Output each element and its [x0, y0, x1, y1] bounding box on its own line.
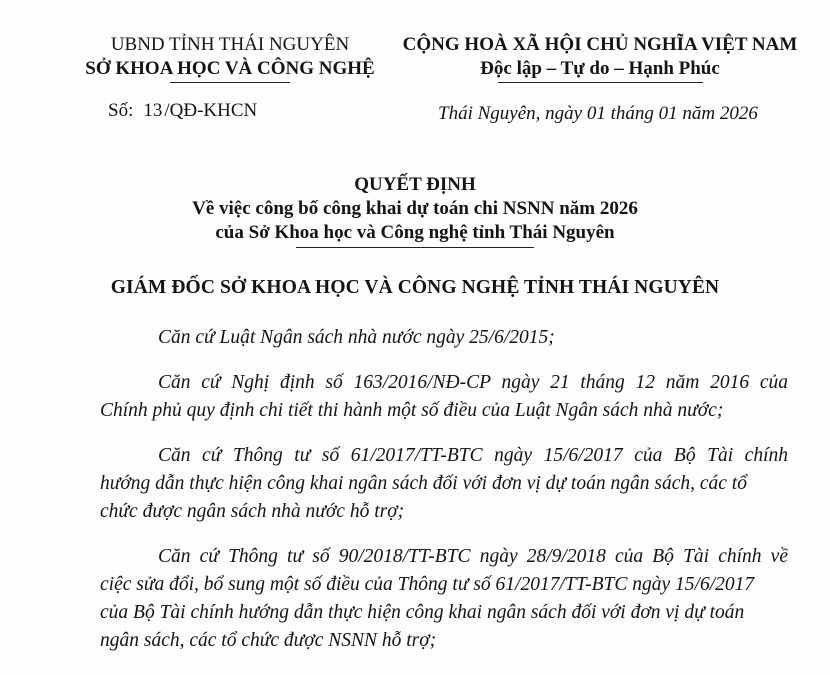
- decision-subject-line-2: của Sở Khoa học và Công nghệ tỉnh Thái Nguyên: [215, 222, 615, 243]
- authority-heading: GIÁM ĐỐC SỞ KHOA HỌC VÀ CÔNG NGHỆ TỈNH THÁI NGUYÊN: [110, 277, 720, 298]
- basis-4-line-1: Căn cứ Thông tư số 90/2018/TT-BTC ngày 28/9/2018 của Bộ Tài chính về: [158, 546, 788, 567]
- basis-1-line-1: Căn cứ Luật Ngân sách nhà nước ngày 25/6/2015;: [158, 327, 555, 348]
- basis-2-line-1: Căn cứ Nghị định số 163/2016/NĐ-CP ngày 21 tháng 12 năm 2016 của: [158, 372, 788, 393]
- nation-name: CỘNG HOÀ XÃ HỘI CHỦ NGHĨA VIỆT NAM: [402, 34, 798, 55]
- decision-subject-line-1: Về việc công bố công khai dự toán chi NSNN năm 2026: [192, 198, 638, 219]
- basis-3-line-3: chức được ngân sách nhà nước hỗ trợ;: [100, 501, 405, 522]
- decision-heading: QUYẾT ĐỊNH: [354, 174, 476, 195]
- department-underline: [170, 82, 290, 83]
- doc-number-suffix: /QĐ-KHCN: [164, 100, 258, 121]
- issue-date: Thái Nguyên, ngày 01 tháng 01 năm 2026: [438, 103, 758, 124]
- basis-4-line-4: ngân sách, các tổ chức được NSNN hỗ trợ;: [100, 630, 437, 651]
- motto-underline: [498, 82, 703, 83]
- title-underline: [296, 247, 534, 248]
- basis-3-line-2: hướng dẫn thực hiện công khai ngân sách đối với đơn vị dự toán ngân sách, các tổ: [100, 473, 747, 494]
- doc-number-prefix: Số:: [108, 100, 134, 121]
- doc-number-value: 13: [143, 100, 163, 121]
- basis-4-line-3: của Bộ Tài chính hướng dẫn thực hiện công khai ngân sách đối với đơn vị dự toán: [100, 602, 745, 623]
- document-number: [108, 100, 257, 122]
- basis-2-line-2: Chính phủ quy định chi tiết thi hành một số điều của Luật Ngân sách nhà nước;: [100, 400, 724, 421]
- decision-title-block: [0, 173, 830, 248]
- issuing-agency-block: [60, 33, 400, 83]
- basis-4-line-2: ciệc sửa đổi, bổ sung một số điều của Thông tư số 61/2017/TT-BTC ngày 15/6/2017: [100, 574, 755, 595]
- basis-3-line-1: Căn cứ Thông tư số 61/2017/TT-BTC ngày 15/6/2017 của Bộ Tài chính: [158, 445, 788, 466]
- national-header-block: [400, 33, 800, 83]
- department-name: SỞ KHOA HỌC VÀ CÔNG NGHỆ: [85, 58, 375, 79]
- agency-name: UBND TỈNH THÁI NGUYÊN: [110, 34, 350, 55]
- national-motto: Độc lập – Tự do – Hạnh Phúc: [480, 58, 720, 79]
